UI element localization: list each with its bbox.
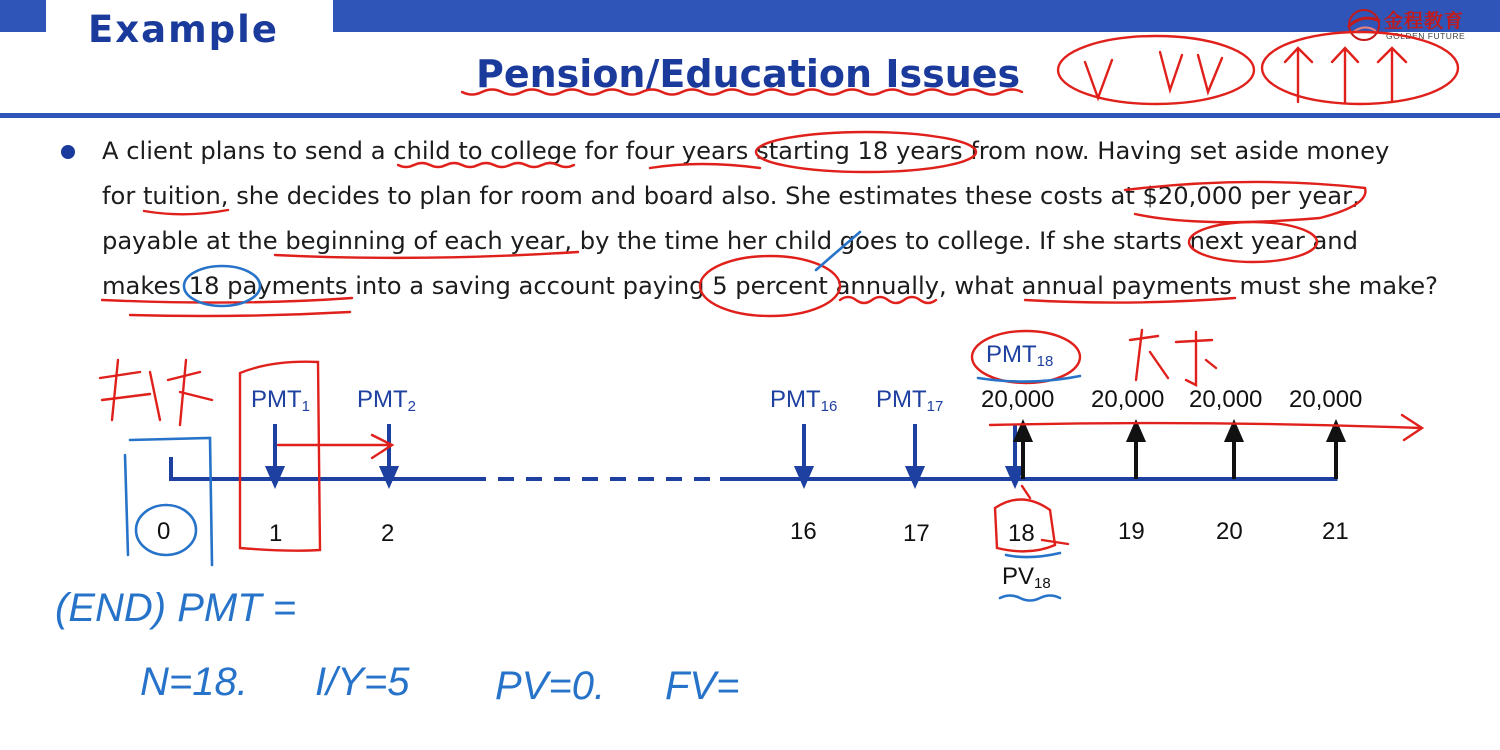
withdrawal-amount-18: 20,000 [981, 386, 1055, 413]
tick-label-2: 2 [381, 520, 395, 547]
problem-line-2: for tuition, she decides to plan for room and board also. She estimates these costs at $20,000 per year, [102, 182, 1360, 210]
red-annotations [100, 32, 1458, 551]
tick-label-19: 19 [1118, 518, 1145, 545]
pmt-label-2: $PMT_2$ [357, 386, 417, 415]
page-title: Pension/Education Issues [476, 52, 1021, 96]
example-label: Example [88, 8, 279, 51]
tick-label-0: 0 [157, 518, 171, 545]
logo-en-text: GOLDEN FUTURE [1386, 31, 1466, 41]
tick-label-18: 18 [1008, 520, 1035, 547]
withdrawal-amount-19: 20,000 [1091, 386, 1165, 413]
tick-label-21: 21 [1322, 518, 1349, 545]
problem-line-4: makes 18 payments into a saving account paying 5 percent annually, what annual payments must she make? [102, 272, 1438, 300]
calc-note-fv: FV= [665, 664, 740, 708]
pmt-label-18: $PMT_{18}$ [986, 341, 1054, 370]
calc-note-n: N=18. [140, 660, 248, 704]
problem-line-3: payable at the beginning of each year, by the time her child goes to college. If she starts next year and [102, 227, 1358, 255]
tick-label-20: 20 [1216, 518, 1243, 545]
tick-label-16: 16 [790, 518, 817, 545]
tick-label-17: 17 [903, 520, 930, 547]
pmt-label-17: $PMT_{17}$ [876, 386, 944, 415]
logo-cn-text: 金程教育 [1384, 10, 1465, 32]
calc-note-pv: PV=0. [495, 664, 606, 708]
calc-note-end-pmt: (END) PMT = [55, 586, 297, 630]
withdrawal-amount-20: 20,000 [1189, 386, 1263, 413]
tick-label-1: 1 [269, 520, 283, 547]
pmt-label-16: $PMT_{16}$ [770, 386, 838, 415]
pv-label-18: $PV_{18}$ [1002, 563, 1051, 592]
withdrawal-amount-21: 20,000 [1289, 386, 1363, 413]
problem-line-1: A client plans to send a child to college for four years starting 18 years from now. Having set aside money [102, 137, 1390, 165]
calc-note-iy: I/Y=5 [315, 660, 410, 704]
pmt-label-1: $PMT_1$ [251, 386, 311, 415]
